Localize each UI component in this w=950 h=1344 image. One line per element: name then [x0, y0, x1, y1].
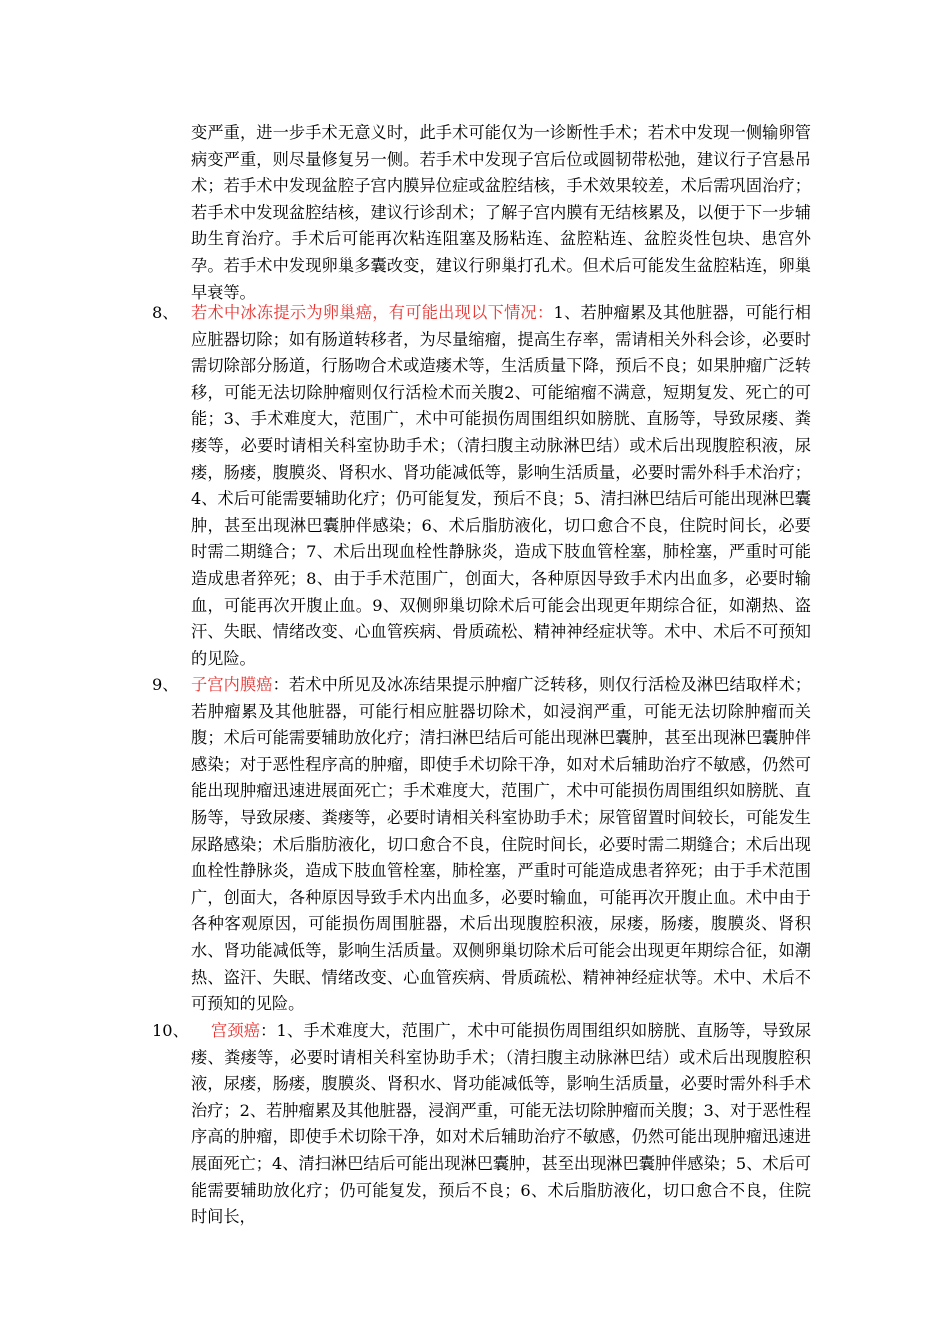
item-9-title: 子宫内膜癌 [191, 675, 273, 694]
item-10-body: ：1、手术难度大，范围广，术中可能损伤周围组织如膀胱、直肠等，导致尿瘘、粪瘘等，必要时请相关科室协助手术；（清扫腹主动脉淋巴结）或术后出现腹腔积液，尿瘘，肠瘘，腹膜炎、肾积水、肾功能减低等，影响生活质量，必要时需外科手术治疗；2、若肿瘤累及其他脏器，浸润严重，可能无法切除肿瘤而关腹；3、对于恶性程序高的肿瘤，即使手术切除干净，如对术后辅助治疗不敏感，仍然可能出现肿瘤迅速进展面死亡；4、清扫淋巴结后可能出现淋巴囊肿，甚至出现淋巴囊肿伴感染；5、术后可能需要辅助放化疗；仍可能复发，预后不良；6、术后脂肪液化，切口愈合不良，住院时间长， [191, 1021, 812, 1227]
item-number-8: 8、 [152, 303, 179, 322]
item-10-title: 宫颈癌 [211, 1021, 261, 1040]
intro-paragraph: 变严重，进一步手术无意义时，此手术可能仅为一诊断性手术；若术中发现一侧输卵管病变严重，则尽量修复另一侧。若手术中发现子宫后位或圆韧带松弛，建议行子宫悬吊术；若手术中发现盆腔子宫内膜异位症或盆腔结核，手术效果较差，术后需巩固治疗；若手术中发现盆腔结核，建议行诊刮术；了解子宫内膜有无结核累及，以便于下一步辅助生育治疗。手术后可能再次粘连阻塞及肠粘连、盆腔粘连、盆腔炎性包块、患宫外孕。若手术中发现卵巢多囊改变，建议行卵巢打孔术。但术后可能发生盆腔粘连，卵巢早衰等。 [191, 123, 811, 302]
item-number-9: 9、 [152, 675, 179, 694]
item-8-body: 1、若肿瘤累及其他脏器，可能行相应脏器切除；如有肠道转移者，为尽量缩瘤，提高生存率，需请相关外科会诊，必要时需切除部分肠道，行肠吻合术或造瘘术等，生活质量下降，预后不良；如果肿瘤广泛转移，可能无法切除肿瘤则仅行活检术而关腹2、可能缩瘤不满意，短期复发、死亡的可能；3、手术难度大，范围广，术中可能损伤周围组织如膀胱、直肠等，导致尿瘘、粪瘘等，必要时请相关科室协助手术；（清扫腹主动脉淋巴结）或术后出现腹腔积液，尿瘘，肠瘘，腹膜炎、肾积水、肾功能减低等，影响生活质量，必要时需外科手术治疗；4、术后可能需要辅助化疗；仍可能复发，预后不良；5、清扫淋巴结后可能出现淋巴囊肿，甚至出现淋巴囊肿伴感染；6、术后脂肪液化，切口愈合不良，住院时间长，必要时需二期缝合；7、术后出现血栓性静脉炎，造成下肢血管栓塞，肺栓塞，严重时可能造成患者猝死；8、由于手术范围广，创面大，各种原因导致手术内出血多，必要时输血，可能再次开腹止血。9、双侧卵巢切除术后可能会出现更年期综合征，如潮热、盗汗、失眠、情绪改变、心血管疾病、骨质疏松、精神神经症状等。术中、术后不可预知的见险。 [191, 303, 811, 668]
item-9-paragraph [191, 672, 811, 1018]
item-8-paragraph [191, 300, 811, 672]
item-number-10: 10、 [152, 1021, 189, 1040]
item-10-paragraph [191, 1018, 811, 1231]
item-9-body: ：若术中所见及冰冻结果提示肿瘤广泛转移，则仅行活检及淋巴结取样术；若肿瘤累及其他脏器，可能行相应脏器切除术，如浸润严重，可能无法切除肿瘤而关腹；术后可能需要辅助放化疗；清扫淋巴结后可能出现淋巴囊肿，甚至出现淋巴囊肿伴感染；对于恶性程序高的肿瘤，即使手术切除干净，如对术后辅助治疗不敏感，仍然可能出现肿瘤迅速进展面死亡；手术难度大，范围广，术中可能损伤周围组织如膀胱、直肠等，导致尿瘘、粪瘘等，必要时请相关科室协助手术；尿管留置时间较长，可能发生尿路感染；术后脂肪液化，切口愈合不良，住院时间长，必要时需二期缝合；术后出现血栓性静脉炎，造成下肢血管栓塞，肺栓塞，严重时可能造成患者猝死；由于手术范围广，创面大，各种原因导致手术内出血多，必要时输血，可能再次开腹止血。术中由于各种客观原因，可能损伤周围脏器，术后出现腹腔积液，尿瘘，肠瘘，腹膜炎、肾积水、肾功能减低等，影响生活质量。双侧卵巢切除术后可能会出现更年期综合征，如潮热、盗汗、失眠、情绪改变、心血管疾病、骨质疏松、精神神经症状等。术中、术后不可预知的见险。 [191, 675, 812, 1014]
item-8-title: 若术中冰冻提示为卵巢癌，有可能出现以下情况： [191, 303, 554, 322]
